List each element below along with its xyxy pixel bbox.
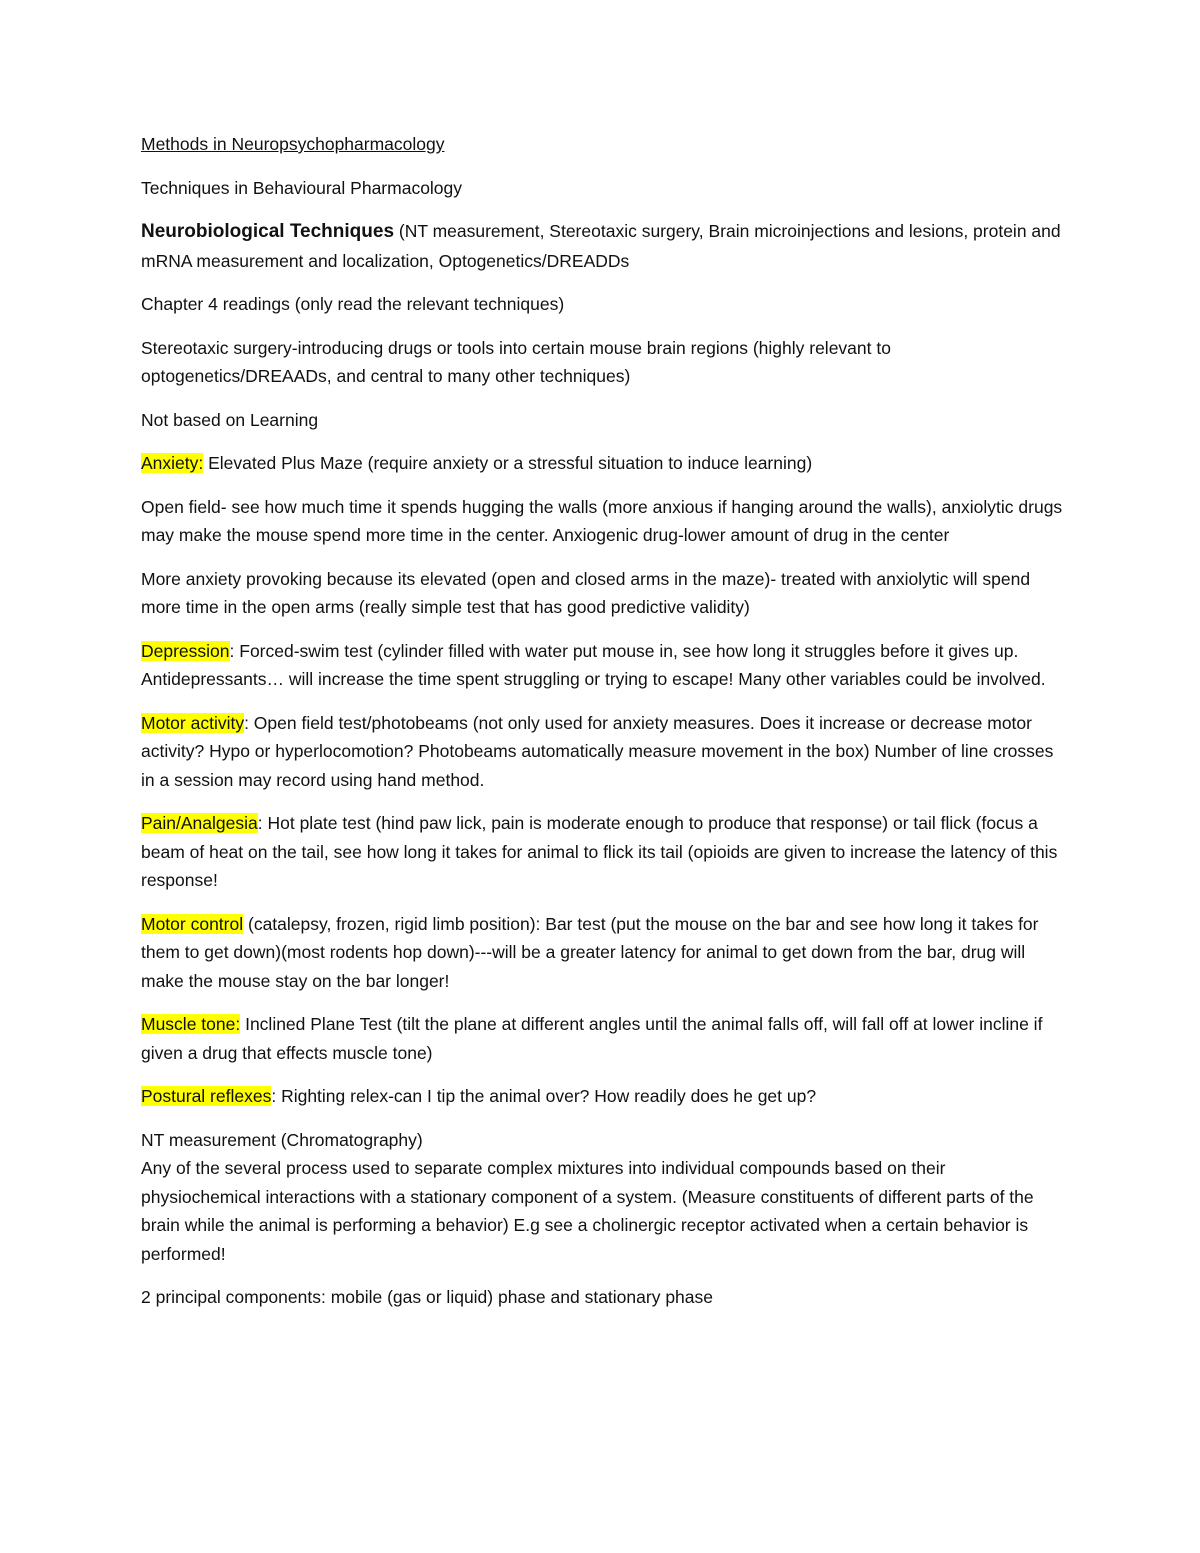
anxiety-label: Anxiety: [141,453,204,473]
depression-label: Depression [141,640,230,661]
neuro-techniques-heading: Neurobiological Techniques [141,221,395,242]
title-text: Methods in Neuropsychopharmacology [141,134,445,154]
muscle-tone-label: Muscle tone: [141,1014,241,1034]
stereotaxic-paragraph: Stereotaxic surgery-introducing drugs or tools into certain mouse brain regions (highly relevant to optogenetics/DREAADs, and central to many other techniques) [141,337,891,386]
not-learning-heading: Not based on Learning [141,409,319,430]
principal-components: 2 principal components: mobile (gas or liquid) phase and stationary phase [141,1287,713,1307]
open-field-paragraph: Open field- see how much time it spends hugging the walls (more anxious if hanging around the walls), anxiolytic drugs may make the mouse spend more time in the center. Anxiogenic drug-lower amount of drug in the center [141,496,1063,545]
chapter-readings: Chapter 4 readings (only read the relevant techniques) [141,294,565,314]
depression-paragraph [141,637,1066,694]
nt-measurement-text: Any of the several process used to separate complex mixtures into individual compounds based on their physiochemical interactions with a stationary component of a system. (Measure constituents of different parts of the brain while the animal is performing a behavior) E.g see a cholinergic receptor activated when a certain behavior is performed! [141,1158,1034,1264]
muscle-tone-text: Inclined Plane Test (tilt the plane at different angles until the animal falls off, will fall off at lower incline if given a drug that effects muscle tone) [141,1014,1043,1063]
pain-paragraph [141,809,1066,895]
postural-paragraph [141,1082,1066,1111]
anxiety-text: Elevated Plus Maze (require anxiety or a stressful situation to induce learning) [203,453,813,473]
motor-control-text: (catalepsy, frozen, rigid limb position): Bar test (put the mouse on the bar and see how long it takes for them to get down)(most rodents hop down)---will be a greater latency for animal to get down from the bar, drug will make the mouse stay on the bar longer! [141,913,1039,991]
document-subtitle: Techniques in Behavioural Pharmacology [141,177,463,198]
document-title [141,130,1066,159]
neuro-techniques-paragraph [141,217,1066,275]
anxiety-paragraph [141,449,1066,478]
muscle-tone-paragraph [141,1010,1066,1067]
postural-label: Postural reflexes [141,1086,272,1106]
motor-control-paragraph [141,910,1066,996]
postural-text: : Righting relex-can I tip the animal over? How readily does he get up? [271,1086,817,1106]
pain-text: : Hot plate test (hind paw lick, pain is moderate enough to produce that response) or tail flick (focus a beam of heat on the tail, see how long it takes for animal to flick its tail (opioids are given to increase the latency of this response! [141,813,1058,890]
motor-control-label: Motor control [141,913,244,934]
nt-measurement-heading: NT measurement (Chromatography) [141,1129,423,1150]
pain-label: Pain/Analgesia [141,813,258,833]
motor-activity-paragraph [141,709,1066,795]
neuro-techniques-text: (NT measurement, Stereotaxic surgery, Brain microinjections and lesions, protein and mRNA measurement and localization, Optogenetics/DREADDs [141,221,1061,271]
motor-activity-text: : Open field test/photobeams (not only used for anxiety measures. Does it increase or decrease motor activity? Hypo or hyperlocomotion? Photobeams automatically measure movement in the box) Number of line crosses in a session may record using hand method. [141,712,1054,790]
document-page [141,130,1066,1327]
more-anxiety-paragraph: More anxiety provoking because its elevated (open and closed arms in the maze)- treated with anxiolytic will spend more time in the open arms (really simple test that has good predictive validity) [141,568,1031,617]
motor-activity-label: Motor activity [141,712,245,733]
depression-text: : Forced-swim test (cylinder filled with water put mouse in, see how long it struggles before it gives up. Antidepressants… will increase the time spent struggling or trying to escape! Many other variables could be involved. [141,640,1046,689]
